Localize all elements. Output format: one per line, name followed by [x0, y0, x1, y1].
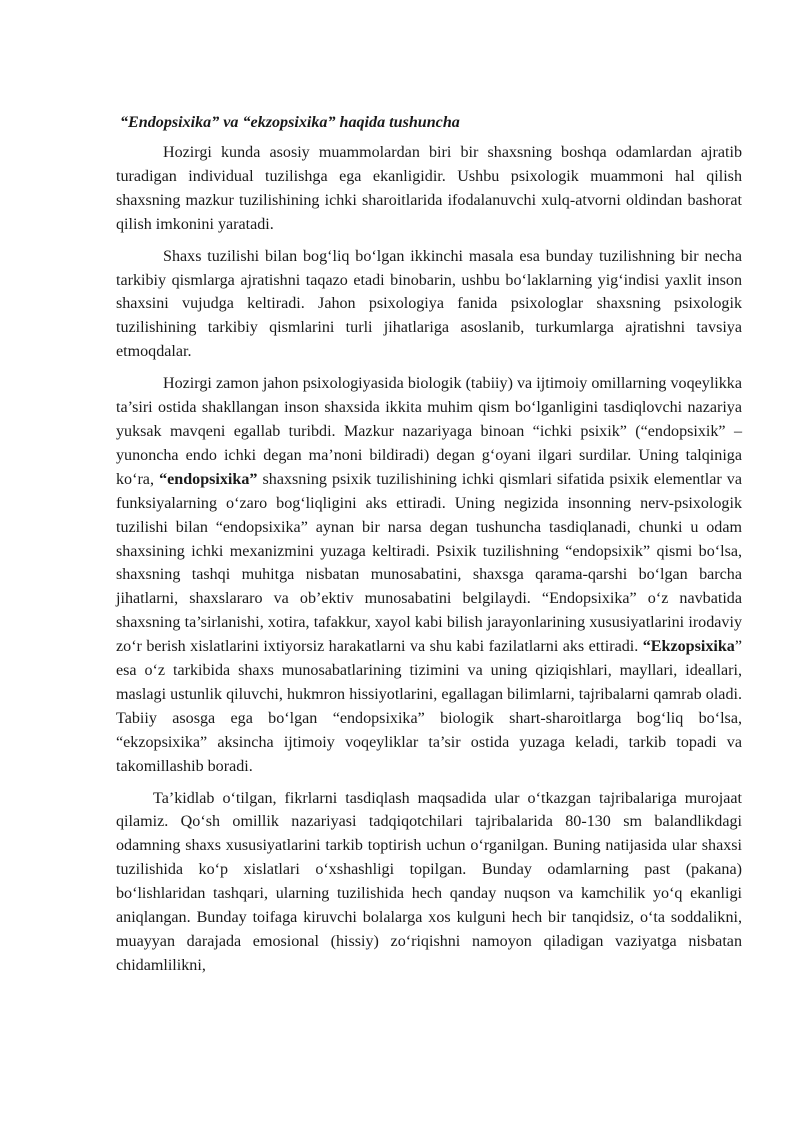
section-heading: “Endopsixika” va “ekzopsixika” haqida tushuncha: [120, 114, 460, 131]
paragraph-3-text-a: Hozirgi zamon jahon psixologiyasida biologik (tabiiy) va ijtimoiy omillarning voqeylikka ta’siri ostida shakllangan inson shaxsida ikkita muhim qism bo‘lganligini tasdiqlovchi nazariya yuksak mavqeni egallab turibdi. Mazkur nazariyaga binoan “ichki psixik” (“endopsixik” – yunoncha endo ichki degan ma’noni bildiradi) degan g‘oyani ilgari surdilar. Uning talqiniga ko‘ra,: [116, 375, 742, 488]
paragraph-2: Shaxs tuzilishi bilan bog‘liq bo‘lgan ikkinchi masala esa bunday tuzilishning bir necha tarkibiy qismlarga ajratishni taqazo etadi binobarin, ushbu bo‘laklarning yig‘indisi yaxlit inson shaxsini vujudga keltiradi. Jahon psixologiya fanida psixologlar shaxsning psixologik tuzilishining tarkibiy qismlarini turli jihatlariga asoslanib, turkumlarga ajratishni tavsiya etmoqdalar.: [116, 247, 742, 361]
document-page: [116, 111, 742, 986]
term-ekzopsixika: “Ekzopsixika: [642, 638, 735, 656]
paragraph-3-text-b: shaxsning psixik tuzilishining ichki qismlari sifatida psixik elementlar va funksiyalarning o‘zaro bog‘liqligini aks ettiradi. Uning negizida insonning nerv-psixologik tuzilishi bilan “endopsixika” aynan bir narsa degan tushuncha tasdiqlanadi, chunki u odam shaxsining ichki mexanizmini yuzaga keltiradi. Psixik tuzilishning “endopsixik” qismi bo‘lsa, shaxsning tashqi muhitga nisbatan munosabatini, shaxsga qarama-qarshi bo‘lgan barcha jihatlarni, shaxslararo va ob’ektiv munosabatini belgilaydi. “Endopsixika” o‘z navbatida shaxsning ta’sirlanishi, xotira, tafakkur, xayol kabi bilish jarayonlarining xususiyatlarini irodaviy zo‘r berish xislatlarini ixtiyorsiz harakatlarni va shu kabi fazilatlarni aks ettiradi.: [116, 470, 743, 656]
paragraph-3-text-c: ” esa o‘z tarkibida shaxs munosabatlarining tizimini va uning qiziqishlari, mayllari, ideallari, maslagi ustunlik qiluvchi, hukmron hissiyotlarini, egallagan bilimlarni, tajribalarni qamrab oladi. Tabiiy asosga ega bo‘lgan “endopsixika” biologik shart-sharoitlarga bog‘liq bo‘lsa, “ekzopsixika” aksincha ijtimoiy voqeyliklar ta’sir ostida yuzaga keladi, tarkib topadi va takomillashib boradi.: [116, 638, 743, 775]
paragraph-1: Hozirgi kunda asosiy muammolardan biri bir shaxsning boshqa odamlardan ajratib turadigan individual tuzilishga ega ekanligidir. Ushbu psixologik muammoni hal qilish shaxsning mazkur tuzilishining ichki sharoitlarida ifodalanuvchi xulq-atvorni oldindan bashorat qilish imkonini yaratadi.: [116, 144, 742, 233]
term-endopsixika: “endopsixika”: [159, 470, 258, 488]
paragraph-3: [116, 372, 742, 778]
paragraph-4: Ta’kidlab o‘tilgan, fikrlarni tasdiqlash maqsadida ular o‘tkazgan tajribalariga murojaat qilamiz. Qo‘sh omillik nazariyasi tadqiqotchilari tajribalarida 80-130 sm balandlikdagi odamning shaxs xususiyatlarini tarkib toptirish uchun o‘rganilgan. Buning natijasida ular shaxsi tuzilishida ko‘p xislatlari o‘xshashligi topilgan. Bunday odamlarning past (pakana) bo‘lishlaridan tashqari, ularning tuzilishida hech qanday nuqson va kamchilik yo‘q ekanligi aniqlangan. Bunday toifaga kiruvchi bolalarga xos kulguni hech bir tanqidsiz, o‘ta soddalikni, muayyan darajada emosional (hissiy) zo‘riqishni namoyon qiladigan vaziyatga nisbatan chidamlilikni,: [116, 789, 742, 974]
